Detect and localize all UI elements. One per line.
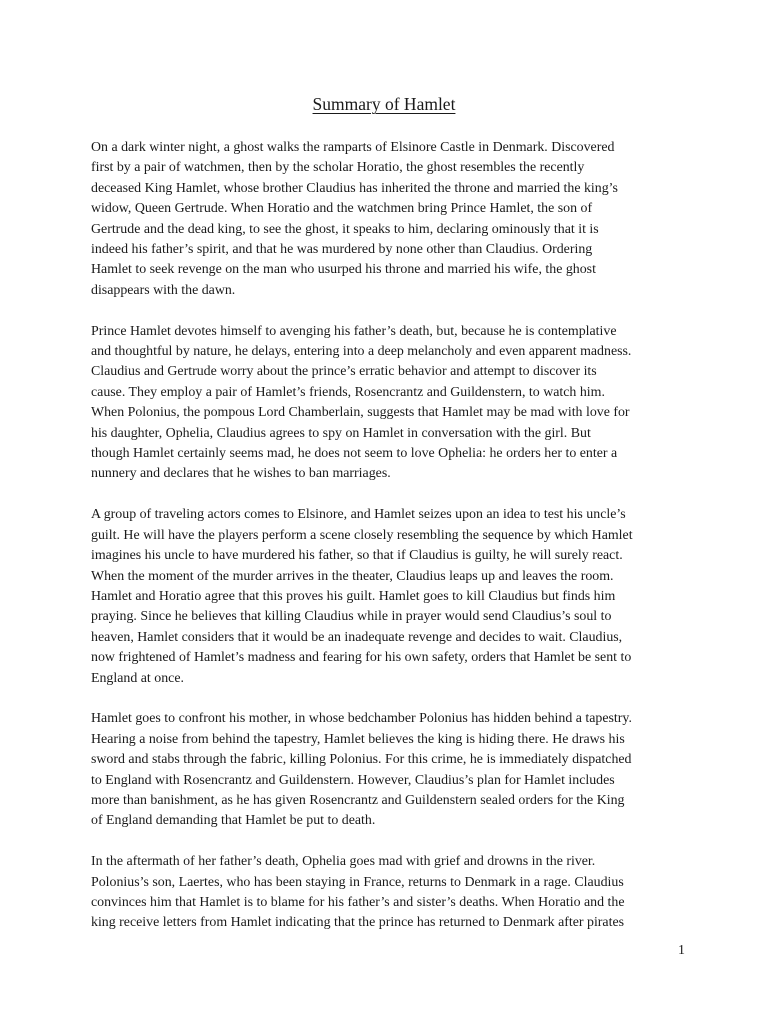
paragraph	[91, 852, 685, 934]
paragraph	[91, 138, 685, 301]
text-line: and thoughtful by nature, he delays, entering into a deep melancholy and even apparent madness.	[91, 344, 632, 360]
text-line: more than banishment, as he has given Rosencrantz and Guildenstern sealed orders for the King	[91, 792, 625, 808]
text-line: A group of traveling actors comes to Elsinore, and Hamlet seizes upon an idea to test his uncle’s	[91, 507, 626, 523]
paragraph	[91, 709, 685, 831]
text-line: When Polonius, the pompous Lord Chamberlain, suggests that Hamlet may be mad with love for	[91, 405, 630, 421]
text-line: Hamlet goes to confront his mother, in whose bedchamber Polonius has hidden behind a tapestry.	[91, 711, 632, 727]
text-line: imagines his uncle to have murdered his father, so that if Claudius is guilty, he will surely react.	[91, 548, 623, 564]
text-line: When the moment of the murder arrives in the theater, Claudius leaps up and leaves the room.	[91, 568, 614, 584]
text-line: Hearing a noise from behind the tapestry, Hamlet believes the king is hiding there. He draws his	[91, 731, 625, 747]
page-title: Summary of Hamlet	[312, 94, 456, 114]
page-number: 1	[678, 943, 685, 958]
text-line: now frightened of Hamlet’s madness and fearing for his own safety, orders that Hamlet be sent to	[91, 650, 632, 666]
text-line: disappears with the dawn.	[91, 282, 236, 298]
text-line: In the aftermath of her father’s death, Ophelia goes mad with grief and drowns in the river.	[91, 854, 596, 870]
text-line: Hamlet and Horatio agree that this proves his guilt. Hamlet goes to kill Claudius but finds him	[91, 588, 616, 604]
text-line: Claudius and Gertrude worry about the prince’s erratic behavior and attempt to discover its	[91, 364, 597, 380]
text-line: convinces him that Hamlet is to blame for his father’s and sister’s deaths. When Horatio and the	[91, 894, 625, 910]
text-line: Hamlet to seek revenge on the man who usurped his throne and married his wife, the ghost	[91, 262, 596, 278]
text-line: widow, Queen Gertrude. When Horatio and the watchmen bring Prince Hamlet, the son of	[91, 201, 593, 217]
text-line: On a dark winter night, a ghost walks the ramparts of Elsinore Castle in Denmark. Discovered	[91, 140, 615, 155]
text-line: guilt. He will have the players perform a scene closely resembling the sequence by which Hamlet	[91, 527, 633, 543]
text-line: deceased King Hamlet, whose brother Claudius has inherited the throne and married the king’s	[91, 180, 618, 196]
paragraph	[91, 505, 685, 689]
text-line: of England demanding that Hamlet be put to death.	[91, 813, 376, 829]
document-body	[91, 138, 685, 954]
text-line: sword and stabs through the fabric, killing Polonius. For this crime, he is immediately dispatched	[91, 752, 632, 768]
text-line: indeed his father’s spirit, and that he was murdered by none other than Claudius. Ordering	[91, 242, 593, 258]
text-line: cause. They employ a pair of Hamlet’s friends, Rosencrantz and Guildenstern, to watch him.	[91, 384, 605, 400]
text-line: Gertrude and the dead king, to see the ghost, it speaks to him, declaring ominously that it is	[91, 221, 599, 237]
text-line: king receive letters from Hamlet indicating that the prince has returned to Denmark after pirates	[91, 915, 625, 931]
text-line: heaven, Hamlet considers that it would be an inadequate revenge and decides to wait. Claudius,	[91, 629, 623, 645]
text-line: to England with Rosencrantz and Guildenstern. However, Claudius’s plan for Hamlet includes	[91, 772, 615, 788]
text-line: nunnery and declares that he wishes to ban marriages.	[91, 466, 391, 482]
paragraph	[91, 322, 685, 485]
text-line: his daughter, Ophelia, Claudius agrees to spy on Hamlet in conversation with the girl. But	[91, 425, 591, 441]
text-line: Prince Hamlet devotes himself to avenging his father’s death, but, because he is contemplative	[91, 323, 617, 339]
text-line: first by a pair of watchmen, then by the scholar Horatio, the ghost resembles the recently	[91, 160, 585, 176]
text-line: England at once.	[91, 670, 184, 686]
text-line: though Hamlet certainly seems mad, he does not seem to love Ophelia: he orders her to enter a	[91, 446, 618, 462]
text-line: praying. Since he believes that killing Claudius while in prayer would send Claudius’s soul to	[91, 609, 612, 625]
text-line: Polonius’s son, Laertes, who has been staying in France, returns to Denmark in a rage. Claudius	[91, 874, 624, 890]
